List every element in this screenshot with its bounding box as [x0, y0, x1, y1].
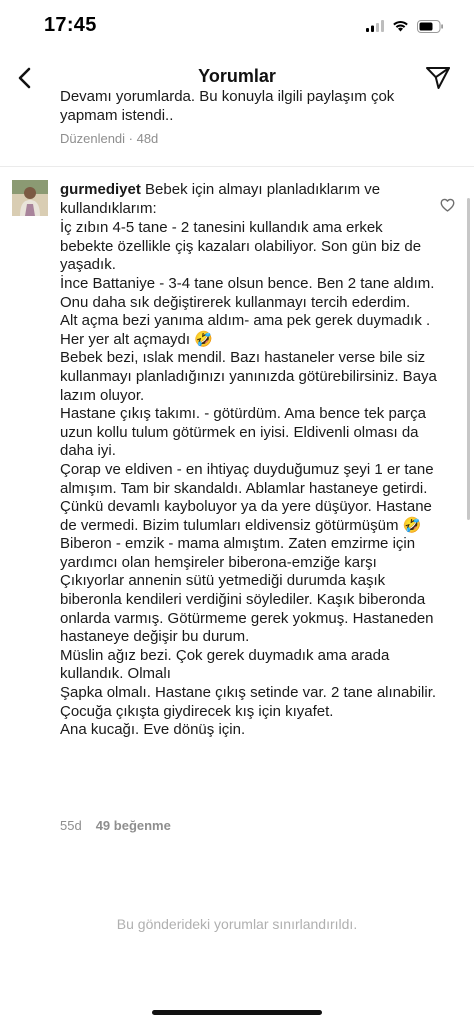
home-indicator [152, 1010, 322, 1015]
comments-feed[interactable] [0, 88, 474, 1024]
previous-comment-meta: Düzenlendi · 48d [60, 131, 159, 146]
comment-meta [60, 818, 171, 833]
comment-paragraph: Hastane çıkış takımı. - götürdüm. Ama bence tek parça uzun kollu tulum götürmek en iyisi. Eldivenli olması da daha iyi. [60, 405, 426, 460]
previous-comment [60, 87, 440, 146]
status-time: 17:45 [44, 14, 97, 36]
comment-paragraph: Ana kucağı. Eve dönüş için. [60, 721, 246, 739]
cellular-signal-icon [366, 20, 384, 32]
comment-age: 55d [60, 818, 82, 833]
comment-paragraph: Müslin ağız bezi. Çok gerek duymadık ama arada kullandık. Olmalı [60, 646, 390, 683]
wifi-icon [392, 20, 409, 32]
comment-paragraph: Alt açma bezi yanıma aldım- ama pek gerek duymadık . Her yer alt açmaydı 🤣 [60, 312, 431, 348]
comment-paragraph: Bebek bezi, ıslak mendil. Bazı hastaneler verse bile siz kullanmayı planladığınızı yanınızda götürebilirsiniz. Baya lazım oluyor. [60, 349, 437, 404]
comment-paragraph: Şapka olmalı. Hastane çıkış setinde var. 2 tane alınabilir. [60, 684, 437, 702]
comment-paragraph: İç zıbın 4-5 tane - 2 tanesini kullandık ama erkek bebekte özellikle çiş kazaları olabiliyor. Son gün biz de yaşadık. [60, 219, 422, 274]
comment-paragraph: Biberon - emzik - mama almıştım. Zaten emzirme için yardımcı olan hemşireler biberona-emziğe karşı Çıkıyorlar annenin sütü yetmediği durumda kaşık biberonla kendileri verdiğini söylediler. Kaşık biberonda onlarda varmış. Götürmeme gerek yokmuş. Hastaneden hastaneye değişir bu durum. [60, 535, 434, 646]
comment-paragraph: Çocuğa çıkışta giydirecek kış için kıyafet. [60, 702, 334, 720]
chevron-left-icon [17, 67, 31, 89]
status-icons [366, 17, 444, 35]
previous-comment-text: Devamı yorumlarda. Bu konuyla ilgili paylaşım çok yapmam istendi.. [60, 88, 395, 124]
back-button[interactable] [6, 60, 42, 96]
comment-username[interactable]: gurmediyet [60, 181, 141, 198]
comments-restricted-note: Bu gönderideki yorumlar sınırlandırıldı. [116, 916, 358, 932]
comment-body [60, 181, 438, 740]
page-title: Yorumlar [198, 66, 276, 86]
comment-paragraph: İnce Battaniye - 3-4 tane olsun bence. Ben 2 tane aldım. Onu daha sık değiştirerek kullanmayı tercih ederdim. [60, 274, 435, 311]
scrollbar[interactable] [467, 198, 470, 520]
status-bar [0, 0, 474, 56]
heart-icon [440, 198, 455, 212]
comment-divider [0, 166, 474, 167]
comment-paragraph: Çorap ve eldiven - en ihtiyaç duyduğumuz şeyi 1 er tane almışım. Tam bir skandaldı. Ablamlar hastaneye getirdi. Çünkü devamlı kayboluyor ya da yere düşüyor. Hastane de vermedi. Bizim tulumları eldivensiz götürmüşüm 🤣 [60, 460, 434, 534]
comment-likes-count[interactable]: 49 beğenme [95, 818, 171, 833]
avatar-image [12, 180, 48, 216]
avatar[interactable] [12, 180, 48, 216]
comment-first-line: Bebek için almayı planladıklarım ve kullandıklarım: [60, 181, 381, 217]
battery-icon [417, 20, 444, 33]
like-button[interactable] [436, 194, 458, 216]
